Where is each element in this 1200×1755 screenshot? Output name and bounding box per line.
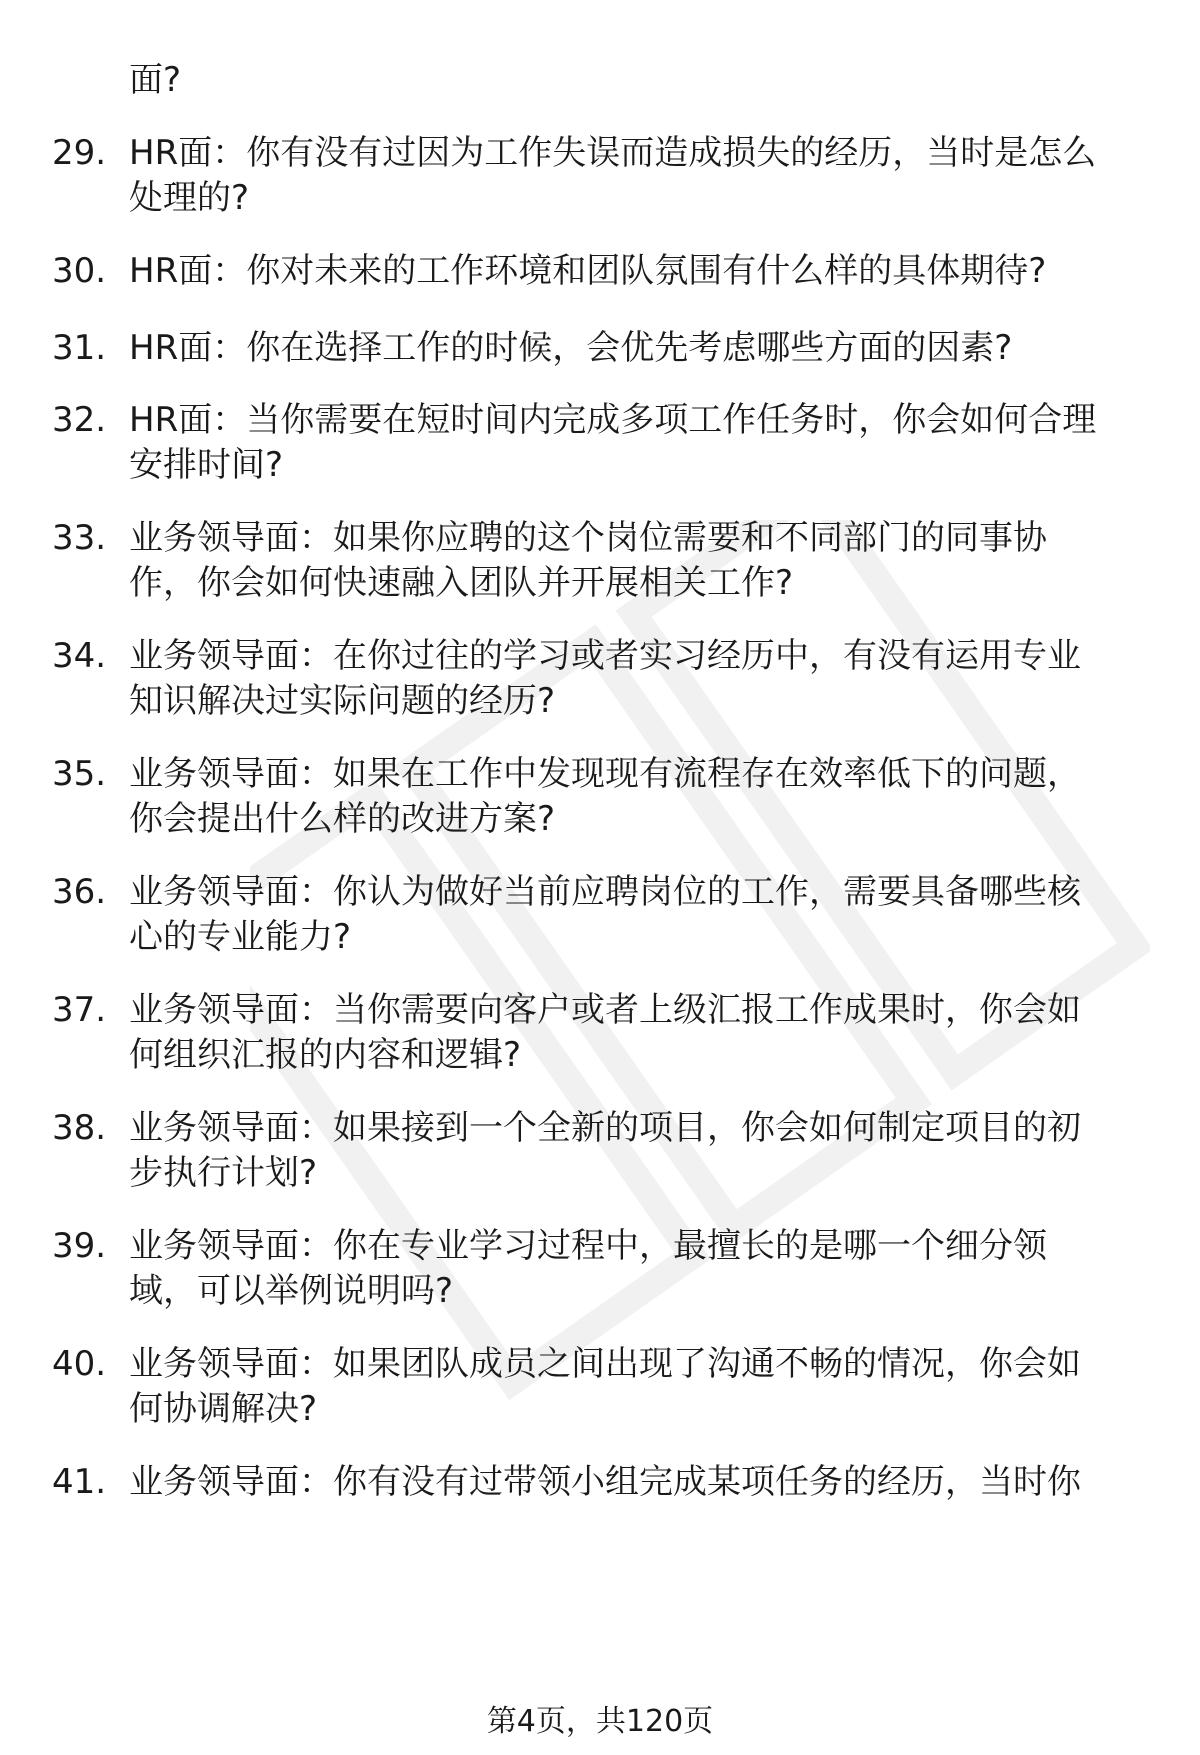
item-text-line: 业务领导面：如果团队成员之间出现了沟通不畅的情况，你会如 [129, 1344, 1081, 1384]
item-text-line: 业务领导面：你认为做好当前应聘岗位的工作，需要具备哪些核 [129, 872, 1081, 912]
item-text-line: 步执行计划? [129, 1153, 318, 1193]
item-text-line: 何协调解决? [129, 1389, 318, 1429]
item-text-line: 域，可以举例说明吗? [129, 1271, 454, 1311]
item-number: 36. [52, 872, 107, 912]
item-text-line: 知识解决过实际问题的经历? [129, 681, 556, 721]
item-text-line: HR面：当你需要在短时间内完成多项工作任务时，你会如何合理 [129, 400, 1097, 440]
item-number: 29. [52, 133, 107, 173]
item-text-line: 处理的? [129, 178, 250, 218]
item-text-line: 心的专业能力? [129, 917, 352, 957]
item-number: 35. [52, 754, 107, 794]
item-text-line: 业务领导面：你有没有过带领小组完成某项任务的经历，当时你 [129, 1462, 1081, 1502]
item-number: 33. [52, 518, 107, 558]
item-text-line: 业务领导面：如果你应聘的这个岗位需要和不同部门的同事协 [129, 518, 1047, 558]
item-text-line: 你会提出什么样的改进方案? [129, 799, 556, 839]
item-number: 41. [52, 1462, 107, 1502]
item-number: 31. [52, 328, 107, 368]
item-text-line: 作，你会如何快速融入团队并开展相关工作? [129, 563, 794, 603]
item-number: 34. [52, 636, 107, 676]
continuation-text: 面? [129, 60, 182, 100]
item-text-line: 安排时间? [129, 445, 284, 485]
item-text-line: HR面：你在选择工作的时候，会优先考虑哪些方面的因素? [129, 328, 1013, 368]
item-number: 39. [52, 1226, 107, 1266]
item-number: 37. [52, 990, 107, 1030]
item-text-line: HR面：你对未来的工作环境和团队氛围有什么样的具体期待? [129, 251, 1047, 291]
item-number: 30. [52, 251, 107, 291]
item-text-line: 业务领导面：当你需要向客户或者上级汇报工作成果时，你会如 [129, 990, 1081, 1030]
item-text-line: 业务领导面：你在专业学习过程中，最擅长的是哪一个细分领 [129, 1226, 1047, 1266]
item-text-line: 业务领导面：在你过往的学习或者实习经历中，有没有运用专业 [129, 636, 1081, 676]
item-text-line: 业务领导面：如果接到一个全新的项目，你会如何制定项目的初 [129, 1108, 1081, 1148]
item-text-line: 何组织汇报的内容和逻辑? [129, 1035, 522, 1075]
item-text-line: 业务领导面：如果在工作中发现现有流程存在效率低下的问题， [129, 754, 1081, 794]
item-number: 38. [52, 1108, 107, 1148]
page-footer: 第4页，共120页 [486, 1704, 714, 1739]
item-number: 32. [52, 400, 107, 440]
item-text-line: HR面：你有没有过因为工作失误而造成损失的经历，当时是怎么 [129, 133, 1097, 173]
item-number: 40. [52, 1344, 107, 1384]
